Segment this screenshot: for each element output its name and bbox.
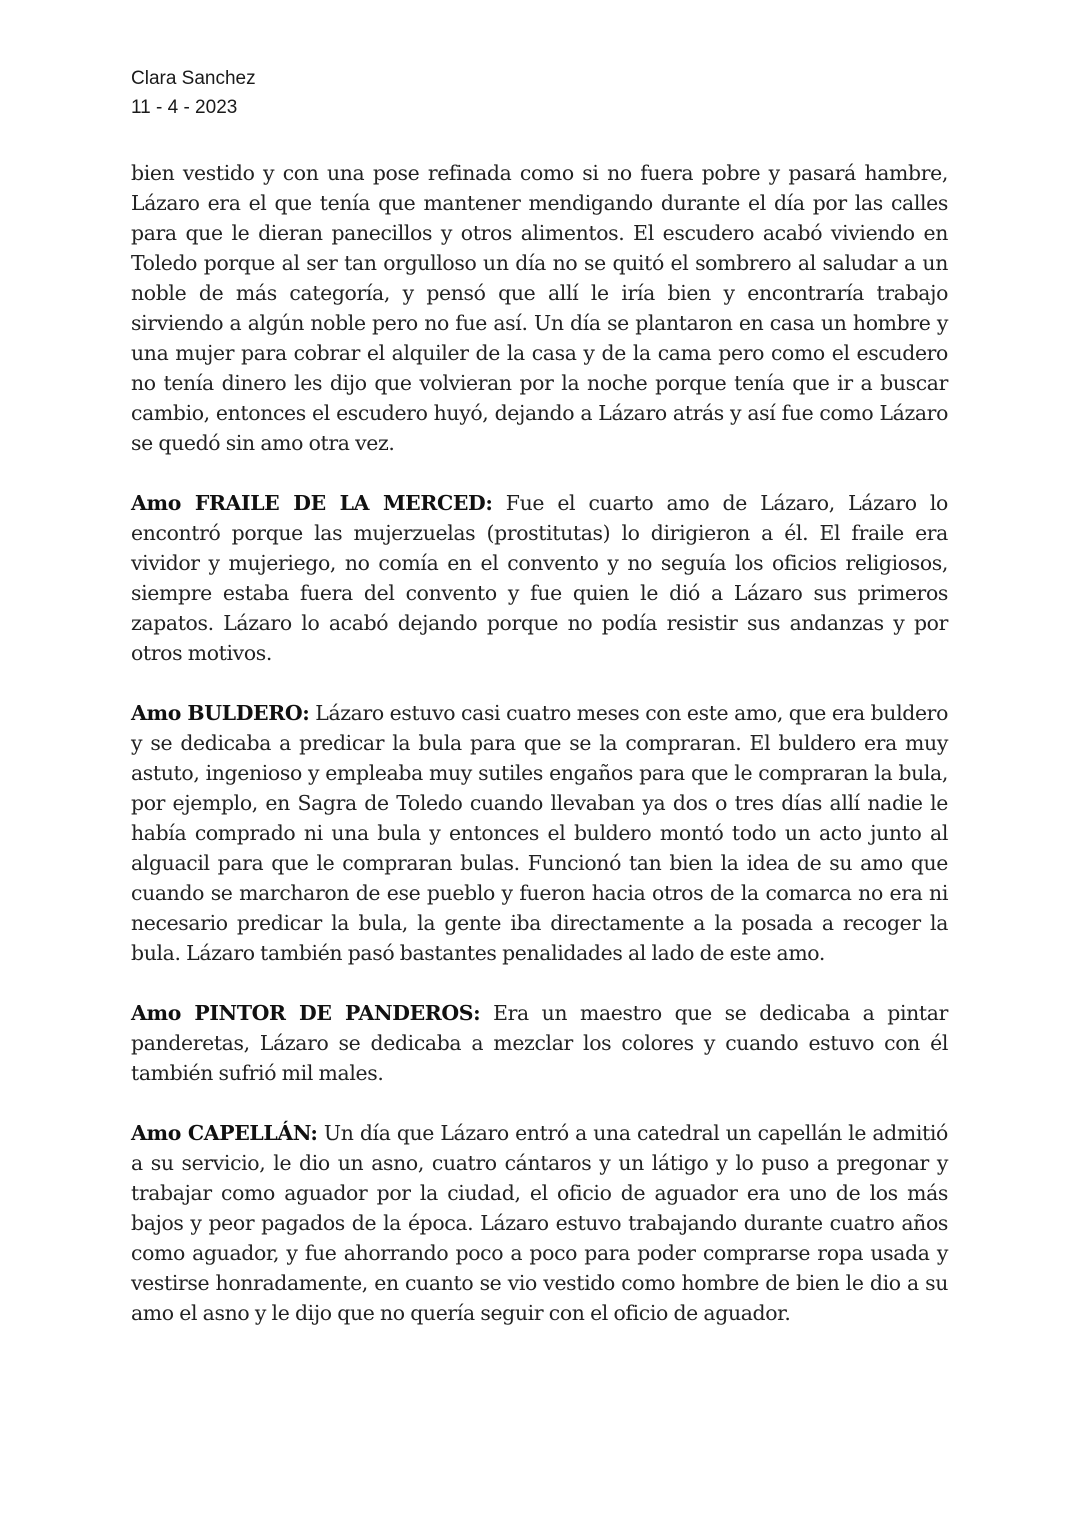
paragraph-capellan — [131, 1118, 948, 1328]
paragraph-text: bien vestido y con una pose refinada como si no fuera pobre y pasará hambre, Lázaro era el que tenía que mantener mendigando durante el día por las calles para que le dieran panecillos y otros alimentos. El escudero acabó viviendo en Toledo porque al ser tan orgulloso un día no se quitó el sombrero al saludar a un noble de más categoría, y pensó que allí le iría bien y encontraría trabajo sirviendo a algún noble pero no fue así. Un día se plantaron en casa un hombre y una mujer para cobrar el alquiler de la casa y de la cama pero como el escudero no tenía dinero les dijo que volvieran por la noche porque tenía que ir a buscar cambio, entonces el escudero huyó, dejando a Lázaro atrás y así fue como Lázaro se quedó sin amo otra vez. — [131, 161, 948, 455]
paragraph-pintor — [131, 998, 948, 1088]
document-body — [131, 158, 948, 1328]
paragraph-text: Fue el cuarto amo de Lázaro, Lázaro lo encontró porque las mujerzuelas (prostitutas) lo dirigieron a él. El fraile era vividor y mujeriego, no comía en el convento y no seguía los oficios religiosos, siempre estaba fuera del convento y fue quien le dió a Lázaro sus primeros zapatos. Lázaro lo acabó dejando porque no podía resistir sus andanzas y por otros motivos. — [131, 491, 948, 665]
author-name: Clara Sanchez — [131, 68, 256, 89]
paragraph-text: Un día que Lázaro entró a una catedral un capellán le admitió a su servicio, le dio un asno, cuatro cántaros y un látigo y lo puso a pregonar y trabajar como aguador por la ciudad, el oficio de aguador era uno de los más bajos y peor pagados de la época. Lázaro estuvo trabajando durante cuatro años como aguador, y fue ahorrando poco a poco para poder comprarse ropa usada y vestirse honradamente, en cuanto se vio vestido como hombre de bien le dio a su amo el asno y le dijo que no quería seguir con el oficio de aguador. — [131, 1121, 948, 1325]
paragraph-heading: Amo FRAILE DE LA MERCED: — [131, 491, 493, 515]
paragraph-buldero — [131, 698, 948, 968]
paragraph-text: Era un maestro que se dedicaba a pintar panderetas, Lázaro se dedicaba a mezclar los colores y cuando estuvo con él también sufrió mil males. — [131, 1001, 948, 1085]
document-date: 11 - 4 - 2023 — [131, 97, 238, 118]
paragraph-heading: Amo BULDERO: — [131, 701, 310, 725]
paragraph-escudero — [131, 158, 948, 458]
document-header — [131, 64, 256, 122]
paragraph-heading: Amo CAPELLÁN: — [131, 1121, 318, 1145]
paragraph-heading: Amo PINTOR DE PANDEROS: — [131, 1001, 481, 1025]
paragraph-text: Lázaro estuvo casi cuatro meses con este amo, que era buldero y se dedicaba a predicar la bula para que se la compraran. El buldero era muy astuto, ingenioso y empleaba muy sutiles engaños para que le compraran la bula, por ejemplo, en Sagra de Toledo cuando llevaban ya dos o tres días allí nadie le había comprado ni una bula y entonces el buldero montó todo un acto junto al alguacil para que le compraran bulas. Funcionó tan bien la idea de su amo que cuando se marcharon de ese pueblo y fueron hacia otros de la comarca no era ni necesario predicar la bula, la gente iba directamente a la posada a recoger la bula. Lázaro también pasó bastantes penalidades al lado de este amo. — [131, 701, 949, 965]
paragraph-fraile — [131, 488, 948, 668]
